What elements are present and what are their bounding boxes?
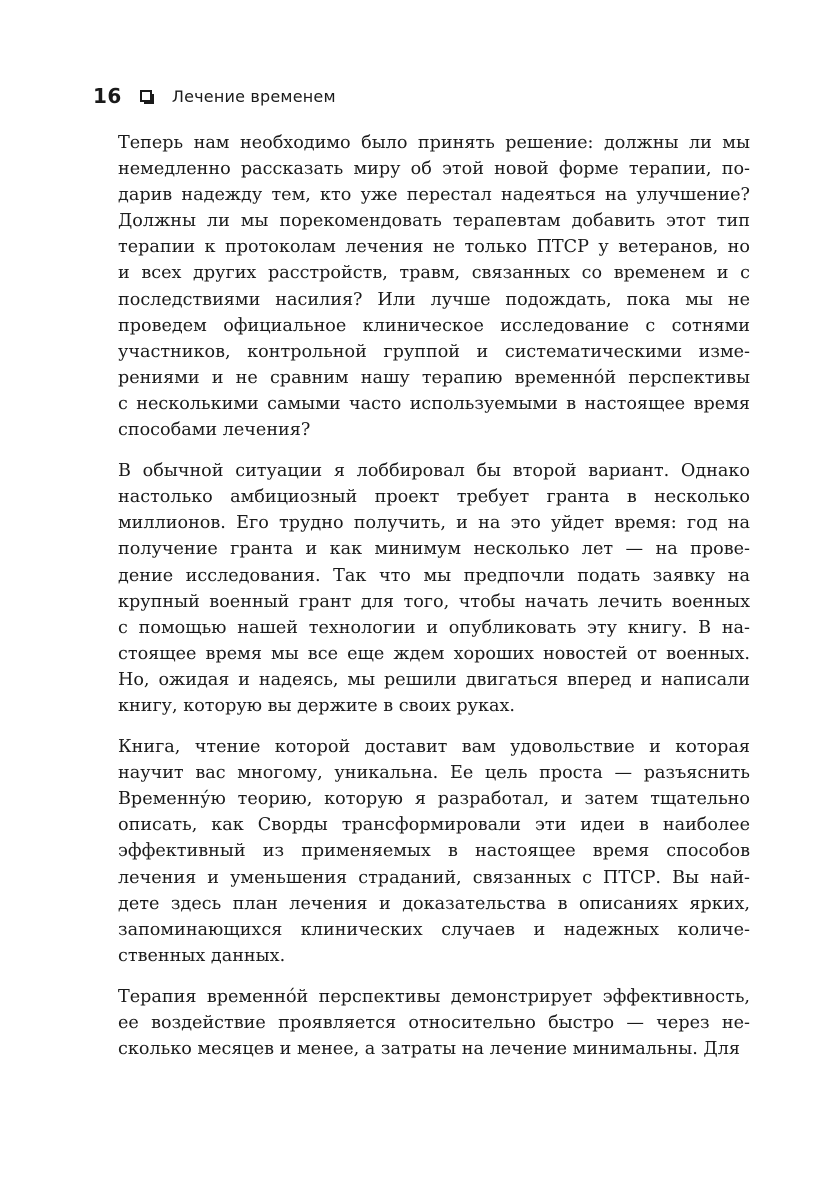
text-line: терапии к протоколам лечения не только ПТСР у ветеранов, но	[118, 237, 750, 258]
text-line: стоящее время мы все еще ждем хороших новостей от военных.	[118, 643, 750, 664]
text-line: крупный военный грант для того, чтобы начать лечить военных	[118, 591, 750, 612]
text-line: получение гранта и как минимум несколько лет — на прове-	[118, 539, 750, 560]
text-line: последствиями насилия? Или лучше подождать, пока мы не	[118, 289, 750, 310]
running-title: Лечение временем	[171, 86, 336, 106]
text-line: Книга, чтение которой доставит вам удовольствие и которая	[118, 737, 750, 758]
text-line: В обычной ситуации я лоббировал бы второй вариант. Однако	[118, 461, 750, 482]
text-line: Временну́ю теорию, которую я разработал, и затем тщательно	[118, 789, 750, 810]
text-line: научит вас многому, уникальна. Ее цель проста — разъяснить	[118, 763, 750, 784]
text-line: рениями и не сравним нашу терапию временно́й перспективы	[118, 367, 750, 388]
text-line: Должны ли мы порекомендовать терапевтам добавить этот тип	[118, 211, 750, 232]
body-text	[118, 130, 750, 1077]
text-line: дете здесь план лечения и доказательства в описаниях ярких,	[118, 893, 750, 914]
paragraph	[118, 458, 750, 719]
square-bullet-icon	[140, 90, 152, 102]
text-line: миллионов. Его трудно получить, и на это уйдет время: год на	[118, 513, 750, 534]
text-line: немедленно рассказать миру об этой новой форме терапии, по-	[118, 159, 750, 180]
running-header	[93, 82, 336, 110]
text-line: настолько амбициозный проект требует гранта в несколько	[118, 487, 750, 508]
page-number: 16	[93, 84, 122, 108]
text-line: Терапия временно́й перспективы демонстрирует эффективность,	[118, 986, 750, 1007]
text-line: ее воздействие проявляется относительно быстро — через не-	[118, 1013, 750, 1033]
text-line: запоминающихся клинических случаев и надежных количе-	[118, 919, 750, 940]
text-line: сколько месяцев и менее, а затраты на лечение минимальны. Для	[118, 1039, 740, 1060]
text-line: с помощью нашей технологии и опубликовать эту книгу. В на-	[118, 617, 750, 638]
text-line: Но, ожидая и надеясь, мы решили двигаться вперед и написали	[118, 669, 750, 690]
text-line: дение исследования. Так что мы предпочли подать заявку на	[118, 565, 750, 586]
paragraph	[118, 734, 750, 969]
text-line: проведем официальное клиническое исследование с сотнями	[118, 315, 750, 336]
text-line: Теперь нам необходимо было принять решение: должны ли мы	[118, 133, 750, 153]
text-line: описать, как Сворды трансформировали эти идеи в наиболее	[118, 815, 750, 836]
text-line: лечения и уменьшения страданий, связанных с ПТСР. Вы най-	[118, 867, 750, 888]
paragraph	[118, 984, 750, 1062]
text-line: дарив надежду тем, кто уже перестал надеяться на улучшение?	[118, 185, 750, 206]
text-line: книгу, которую вы держите в своих руках.	[118, 695, 516, 716]
text-line: с несколькими самыми часто используемыми в настоящее время	[118, 393, 750, 414]
paragraph	[118, 130, 750, 443]
text-line: и всех других расстройств, травм, связанных со временем и с	[118, 263, 750, 284]
text-line: ственных данных.	[118, 945, 286, 966]
text-line: участников, контрольной группой и систематическими изме-	[118, 341, 750, 362]
text-line: способами лечения?	[118, 420, 311, 441]
text-line: эффективный из применяемых в настоящее время способов	[118, 841, 750, 862]
